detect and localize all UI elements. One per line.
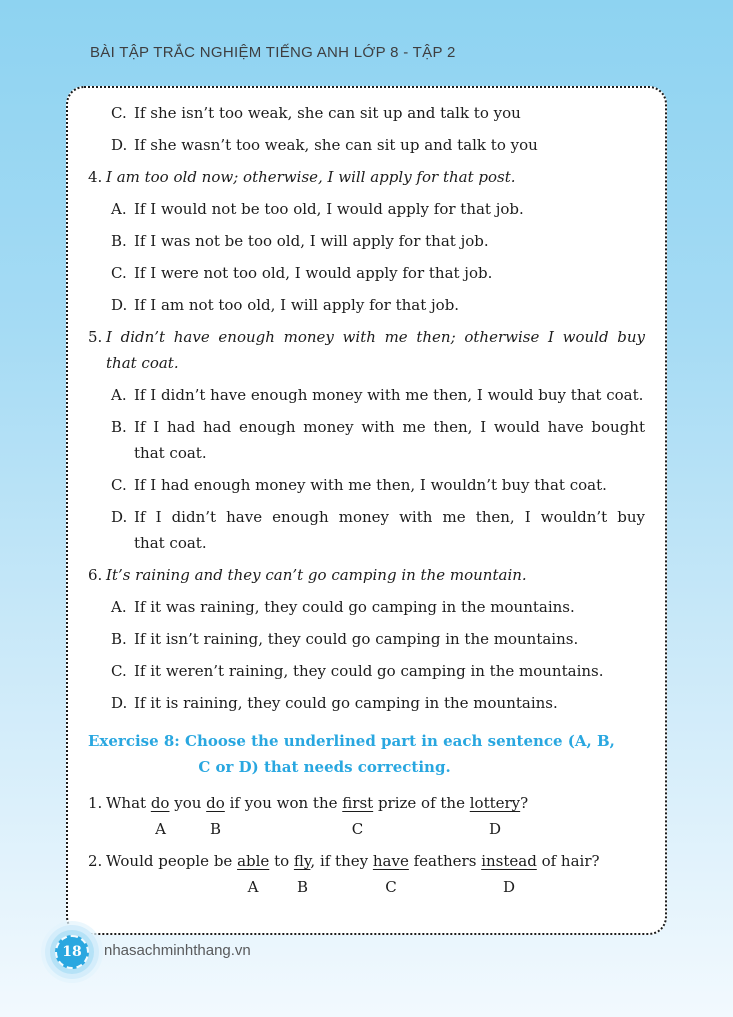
question-block xyxy=(88,164,645,318)
correction-items xyxy=(88,790,645,900)
option-label: D. xyxy=(111,694,128,712)
text-line: If I am not too old, I will apply for that job. xyxy=(134,296,460,314)
exercise-heading xyxy=(88,728,645,780)
correction-text xyxy=(106,848,600,874)
text-line: If it is raining, they could go camping in the mountains. xyxy=(134,694,558,712)
underlined-part: have xyxy=(372,852,409,870)
option-row xyxy=(88,382,645,408)
text-segment: , if they xyxy=(310,852,373,870)
option-text xyxy=(134,626,645,652)
correction-number: 2. xyxy=(88,852,103,870)
questions-list xyxy=(88,164,645,716)
correction-item xyxy=(88,848,645,900)
exercise-box xyxy=(66,86,667,935)
question-stem xyxy=(106,562,645,588)
text-segment: prize of the xyxy=(373,794,470,812)
correction-sentence xyxy=(88,848,645,874)
question-number: 6. xyxy=(88,566,103,584)
option-text xyxy=(134,228,645,254)
answer-letter: A xyxy=(247,878,259,896)
question-stem-row xyxy=(88,164,645,190)
option-label: B. xyxy=(111,232,127,250)
text-segment: feathers xyxy=(408,852,482,870)
option-row xyxy=(88,414,645,466)
exercise-heading-line2: C or D) that needs correcting. xyxy=(198,758,451,776)
underlined-part: instead xyxy=(481,852,537,870)
answer-letter: D xyxy=(488,820,502,838)
option-text xyxy=(134,690,645,716)
correction-sentence xyxy=(88,790,645,816)
answer-letter: B xyxy=(296,878,309,896)
option-label: C. xyxy=(111,264,127,282)
option-label: C. xyxy=(111,662,127,680)
option-row xyxy=(88,594,645,620)
answer-letters-row xyxy=(88,874,645,900)
text-line: It’s raining and they can’t go camping in the mountain. xyxy=(106,566,527,584)
text-segment: to xyxy=(269,852,294,870)
option-row xyxy=(88,196,645,222)
question-stem-row xyxy=(88,562,645,588)
option-text xyxy=(134,260,645,286)
underlined-part: first xyxy=(342,794,374,812)
question-number: 5. xyxy=(88,328,103,346)
text-line: If she wasn’t too weak, she can sit up and talk to you xyxy=(134,136,538,154)
option-text xyxy=(134,472,645,498)
option-label: B. xyxy=(111,418,127,436)
option-label: D. xyxy=(111,136,128,154)
option-text xyxy=(134,196,645,222)
option-label: A. xyxy=(111,200,127,218)
option-text xyxy=(134,658,645,684)
underlined-part: do xyxy=(150,794,170,812)
option-label: C. xyxy=(111,476,127,494)
option-row xyxy=(88,260,645,286)
option-text xyxy=(134,100,645,126)
text-line: I didn’t have enough money with me then; otherwise I would buy xyxy=(106,328,645,346)
page-header xyxy=(90,44,456,61)
text-line: If it was raining, they could go camping in the mountains. xyxy=(134,598,575,616)
option-row xyxy=(88,132,645,158)
text-line: If she isn’t too weak, she can sit up and talk to you xyxy=(134,104,521,122)
text-line: If it isn’t raining, they could go camping in the mountains. xyxy=(134,630,579,648)
option-text xyxy=(134,414,645,466)
option-text xyxy=(134,132,645,158)
correction-text xyxy=(106,790,528,816)
text-line: If I didn’t have enough money with me then, I wouldn’t buy xyxy=(134,508,645,526)
leading-options xyxy=(88,100,645,158)
page-number-badge xyxy=(55,935,89,969)
answer-letter: A xyxy=(155,820,166,838)
option-row xyxy=(88,100,645,126)
text-segment: ? xyxy=(520,794,529,812)
question-block xyxy=(88,562,645,716)
answer-letter: B xyxy=(209,820,222,838)
question-block xyxy=(88,324,645,556)
answer-letters-row xyxy=(88,816,645,842)
option-row xyxy=(88,690,645,716)
option-label: A. xyxy=(111,598,127,616)
text-segment: What xyxy=(106,794,151,812)
footer-site: nhasachminhthang.vn xyxy=(104,942,251,959)
text-line: that coat. xyxy=(134,534,207,552)
correction-item xyxy=(88,790,645,842)
option-row xyxy=(88,504,645,556)
answer-letter: D xyxy=(502,878,516,896)
text-line: that coat. xyxy=(134,444,207,462)
question-stem xyxy=(106,324,645,376)
underlined-part: lottery xyxy=(469,794,521,812)
question-number: 4. xyxy=(88,168,103,186)
option-row xyxy=(88,658,645,684)
option-row xyxy=(88,228,645,254)
option-label: C. xyxy=(111,104,127,122)
text-segment: if you won the xyxy=(224,794,343,812)
text-segment: you xyxy=(169,794,207,812)
correction-number: 1. xyxy=(88,794,103,812)
text-line: If I had enough money with me then, I wouldn’t buy that coat. xyxy=(134,476,607,494)
option-label: B. xyxy=(111,630,127,648)
text-segment: Would people be xyxy=(106,852,238,870)
text-line: that coat. xyxy=(106,354,179,372)
text-segment: of hair? xyxy=(536,852,600,870)
text-line: If it weren’t raining, they could go camping in the mountains. xyxy=(134,662,604,680)
text-line: If I didn’t have enough money with me then, I would buy that coat. xyxy=(134,386,644,404)
option-row xyxy=(88,292,645,318)
page-number: 18 xyxy=(62,944,82,960)
text-line: I am too old now; otherwise, I will apply for that post. xyxy=(106,168,516,186)
option-text xyxy=(134,594,645,620)
underlined-part: fly xyxy=(293,852,311,870)
answer-letter: C xyxy=(351,820,364,838)
underlined-part: able xyxy=(237,852,270,870)
question-stem xyxy=(106,164,645,190)
text-line: If I were not too old, I would apply for that job. xyxy=(134,264,493,282)
text-line: If I would not be too old, I would apply for that job. xyxy=(134,200,524,218)
option-label: D. xyxy=(111,508,128,526)
question-stem-row xyxy=(88,324,645,376)
option-label: A. xyxy=(111,386,127,404)
text-line: If I was not be too old, I will apply for that job. xyxy=(134,232,489,250)
option-label: D. xyxy=(111,296,128,314)
underlined-part: do xyxy=(206,794,225,812)
option-text xyxy=(134,504,645,556)
option-text xyxy=(134,382,645,408)
option-text xyxy=(134,292,645,318)
page-title: BÀI TẬP TRẮC NGHIỆM TIẾNG ANH LỚP 8 - TẬP 2 xyxy=(90,44,456,61)
option-row xyxy=(88,626,645,652)
answer-letter: C xyxy=(385,878,397,896)
option-row xyxy=(88,472,645,498)
exercise-heading-line1: Exercise 8: Choose the underlined part in each sentence (A, B, xyxy=(88,732,615,750)
text-line: If I had had enough money with me then, I would have bought xyxy=(134,418,645,436)
